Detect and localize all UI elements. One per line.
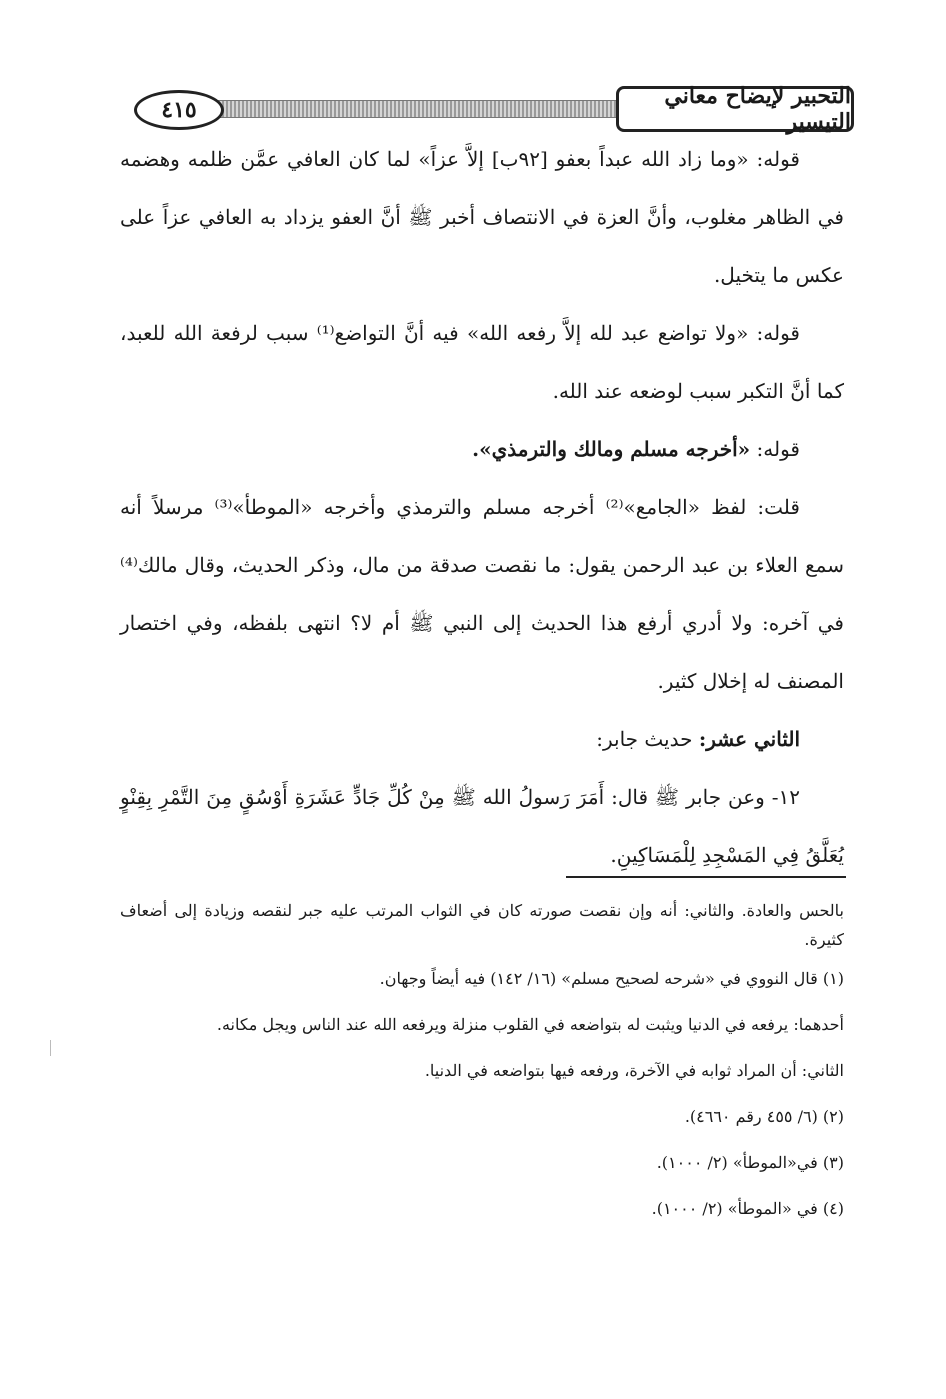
paragraph-3-quote: «أخرجه مسلم ومالك والترمذي». <box>472 437 751 461</box>
footnote-1-part-2: أحدهما: يرفعه في الدنيا ويثبت له بتواضعه في القلوب منزلة ويرفعه الله عند الناس ويجل مكانه. <box>216 1015 844 1034</box>
footnote-3: (٣) في«الموطأ» (٢/ ١٠٠٠). <box>656 1153 844 1172</box>
page-number: ٤١٥ <box>134 90 224 130</box>
book-title: التحبير لإيضاح معاني التيسير <box>616 86 854 132</box>
footnote-1: (١) قال النووي في «شرحه لصحيح مسلم» (١٦/ ١٤٢) فيه أيضاً وجهان. <box>379 969 844 988</box>
section-heading: الثاني عشر: <box>698 727 800 751</box>
section-heading-text: حديث جابر: <box>596 727 693 751</box>
footnote-4: (٤) في «الموطأ» (٢/ ١٠٠٠). <box>651 1199 844 1218</box>
paragraph-1: قوله: «وما زاد الله عبداً بعفو [٩٢ب] إلاَّ عزاً» لما كان العافي عمَّن ظلمه وهضمه في الظاهر مغلوب، وأنَّ العزة في الانتصاف أخبر ﷺ أنَّ العفو يزداد به العافي عزاً على عكس ما يتخيل. <box>120 147 844 287</box>
page-header <box>122 83 854 135</box>
footnote-1-part-3: الثاني: أن المراد ثوابه في الآخرة، ورفعه فيها بتواضعه في الدنيا. <box>424 1061 844 1080</box>
scan-edge-mark <box>50 1040 51 1056</box>
footnote-divider <box>566 876 846 878</box>
paragraph-6: ١٢- وعن جابر ﷺ قال: أَمَرَ رَسولُ الله ﷺ مِنْ كُلِّ جَادٍّ عَشَرَةِ أَوْسُقٍ مِنَ التَّمْرِ بِقِنْوٍ يُعَلَّقُ فِي المَسْجِدِ لِلْمَسَاكِينِ. <box>120 785 844 867</box>
header-hatch-bar <box>182 100 624 118</box>
paragraph-3 <box>120 420 844 478</box>
paragraph-5 <box>120 710 844 768</box>
footnote-continuation: بالحس والعادة. والثاني: أنه وإن نقصت صورته كان في الثواب المرتب عليه جبر لنقصه وزيادة إلى أضعاف كثيرة. <box>120 901 844 949</box>
main-text <box>120 130 844 884</box>
paragraph-2: قوله: «ولا تواضع عبد لله إلاَّ رفعه الله» فيه أنَّ التواضع⁽¹⁾ سبب لرفعة الله للعبد، كما أنَّ التكبر سبب لوضعه عند الله. <box>120 321 844 403</box>
paragraph-4: قلت: لفظ «الجامع»⁽²⁾ أخرجه مسلم والترمذي وأخرجه «الموطأ»⁽³⁾ مرسلاً أنه سمع العلاء بن عبد الرحمن يقول: ما نقصت صدقة من مال، وذكر الحديث، وقال مالك⁽⁴⁾ في آخره: ولا أدري أرفع هذا الحديث إلى النبي ﷺ أم لا؟ انتهى بلفظه، وفي اختصار المصنف له إخلال كثير. <box>120 495 844 693</box>
footnotes <box>120 896 844 1240</box>
paragraph-3-label: قوله: <box>756 437 800 461</box>
footnote-2: (٢) (٦/ ٤٥٥ رقم ٤٦٦٠). <box>684 1107 844 1126</box>
